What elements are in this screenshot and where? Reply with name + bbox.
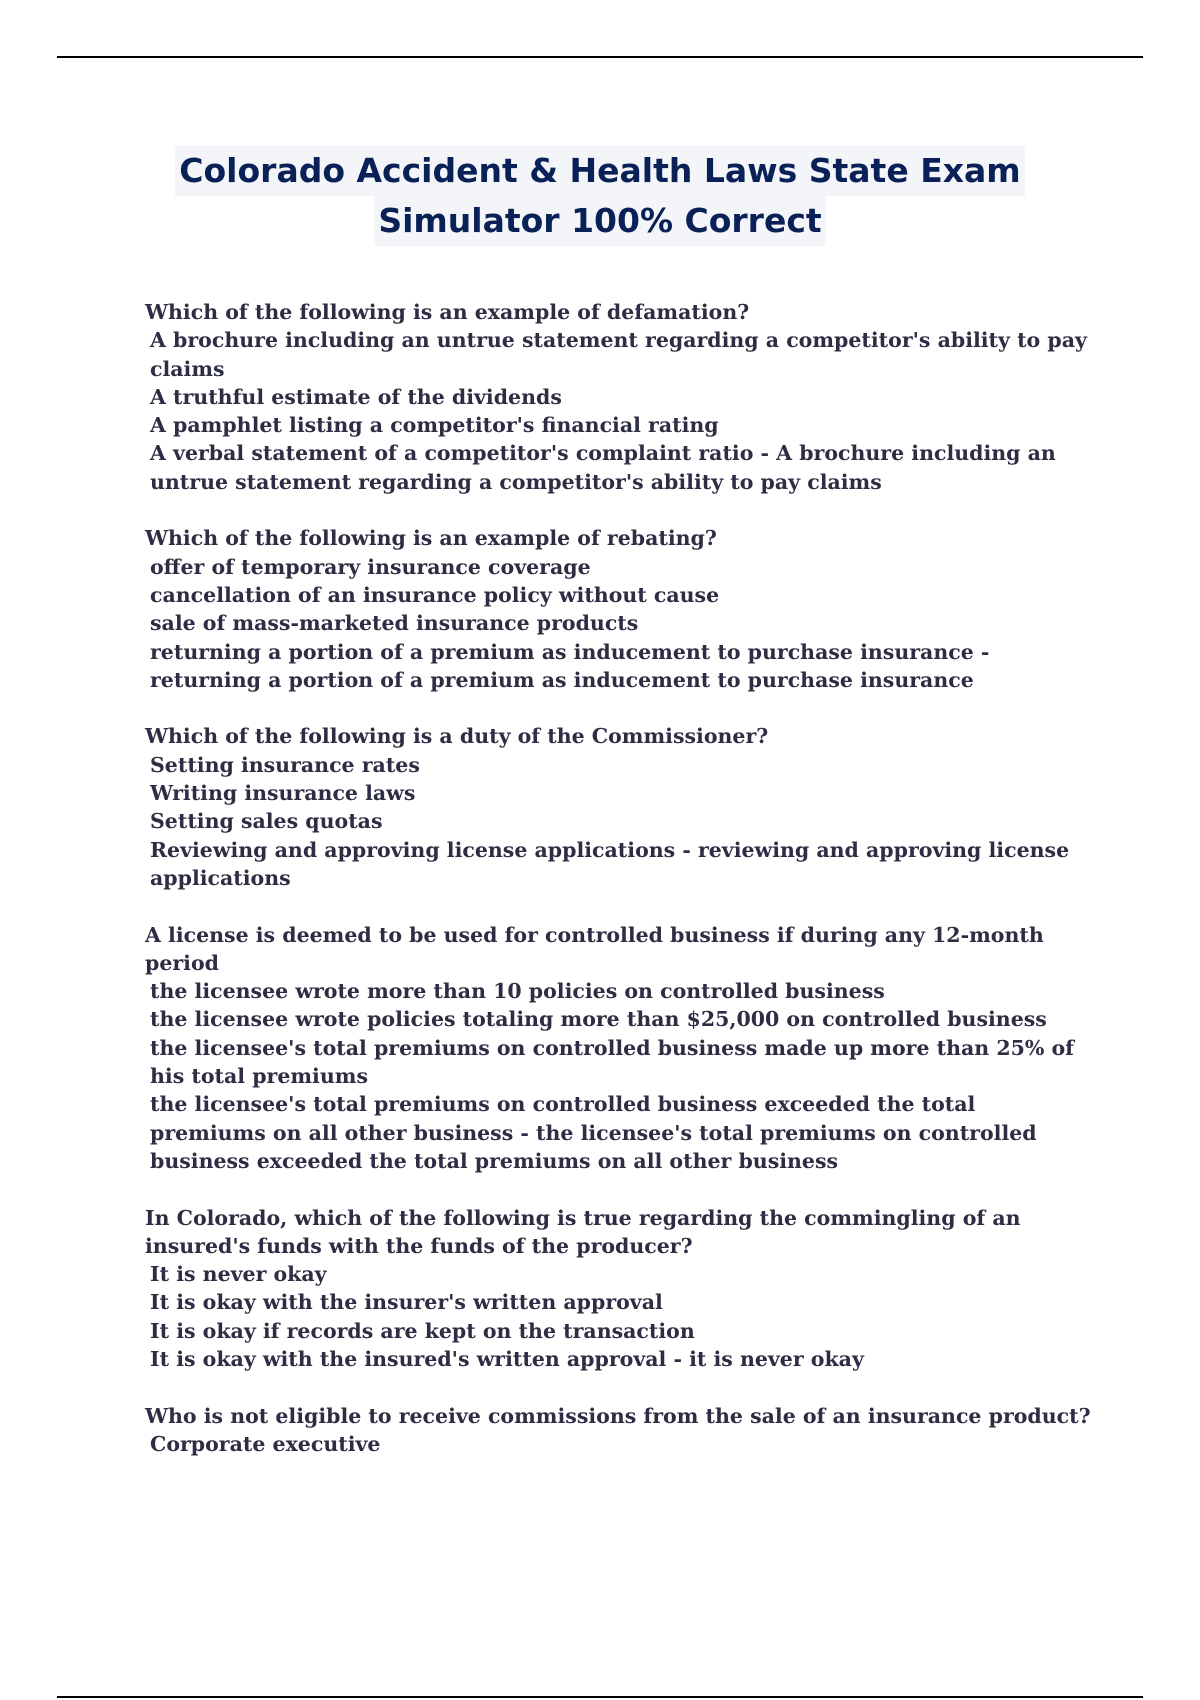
question-block-6: [145, 1402, 1095, 1459]
answer-option: offer of temporary insurance coverage: [150, 554, 591, 579]
answer-option: It is okay if records are kept on the transaction: [150, 1318, 695, 1343]
answer-option: A truthful estimate of the dividends: [150, 384, 562, 409]
answer-option: Setting insurance rates: [150, 752, 420, 777]
question-text: Which of the following is an example of defamation?: [145, 300, 750, 324]
answer-option: It is okay with the insured's written approval - it is never okay: [150, 1346, 864, 1371]
title-line-1: Colorado Accident & Health Laws State Exam: [175, 146, 1024, 196]
question-text: In Colorado, which of the following is true regarding the commingling of an insured's funds with the funds of the producer?: [145, 1205, 1021, 1258]
answer-option: Setting sales quotas: [150, 809, 383, 834]
question-text: Which of the following is an example of rebating?: [145, 526, 717, 551]
answer-option: Corporate executive: [150, 1431, 381, 1456]
answer-option: the licensee's total premiums on controlled business made up more than 25% of his total premiums: [150, 1035, 1074, 1089]
answer-option: the licensee's total premiums on controlled business exceeded the total premiums on all other business - the licensee's total premiums on controlled business exceeded the total premiums on all other business: [150, 1092, 1037, 1173]
top-rule: [57, 56, 1143, 58]
answer-option: Reviewing and approving license applications - reviewing and approving license applications: [150, 837, 1070, 890]
question-text: Which of the following is a duty of the Commissioner?: [145, 724, 769, 749]
question-text: A license is deemed to be used for controlled business if during any 12-month period: [145, 922, 1044, 975]
answer-option: the licensee wrote policies totaling more than $25,000 on controlled business: [150, 1007, 1047, 1032]
question-text: Who is not eligible to receive commissions from the sale of an insurance product?: [145, 1403, 1091, 1428]
answer-option: cancellation of an insurance policy without cause: [150, 582, 720, 607]
question-list: [145, 298, 1095, 1486]
bottom-rule: [57, 1696, 1143, 1698]
question-block-4: [145, 921, 1095, 1176]
question-block-5: [145, 1204, 1095, 1374]
answer-option: returning a portion of a premium as inducement to purchase insurance - returning a portion of a premium as inducement to purchase insurance: [150, 639, 990, 692]
answer-option: sale of mass-marketed insurance products: [150, 611, 639, 636]
answer-option: Writing insurance laws: [150, 781, 416, 806]
question-block-1: [145, 298, 1095, 496]
answer-option: A verbal statement of a competitor's complaint ratio - A brochure including an untrue statement regarding a competitor's ability to pay claims: [150, 441, 1056, 494]
answer-option: A brochure including an untrue statement regarding a competitor's ability to pay claims: [150, 328, 1087, 381]
answer-option: It is never okay: [150, 1262, 327, 1287]
title-line-2: Simulator 100% Correct: [374, 196, 825, 246]
question-block-2: [145, 524, 1095, 694]
answer-option: It is okay with the insurer's written approval: [150, 1290, 663, 1315]
answer-option: A pamphlet listing a competitor's financial rating: [150, 413, 719, 438]
answer-option: the licensee wrote more than 10 policies on controlled business: [150, 979, 885, 1004]
document-title: [0, 146, 1200, 246]
question-block-3: [145, 722, 1095, 892]
